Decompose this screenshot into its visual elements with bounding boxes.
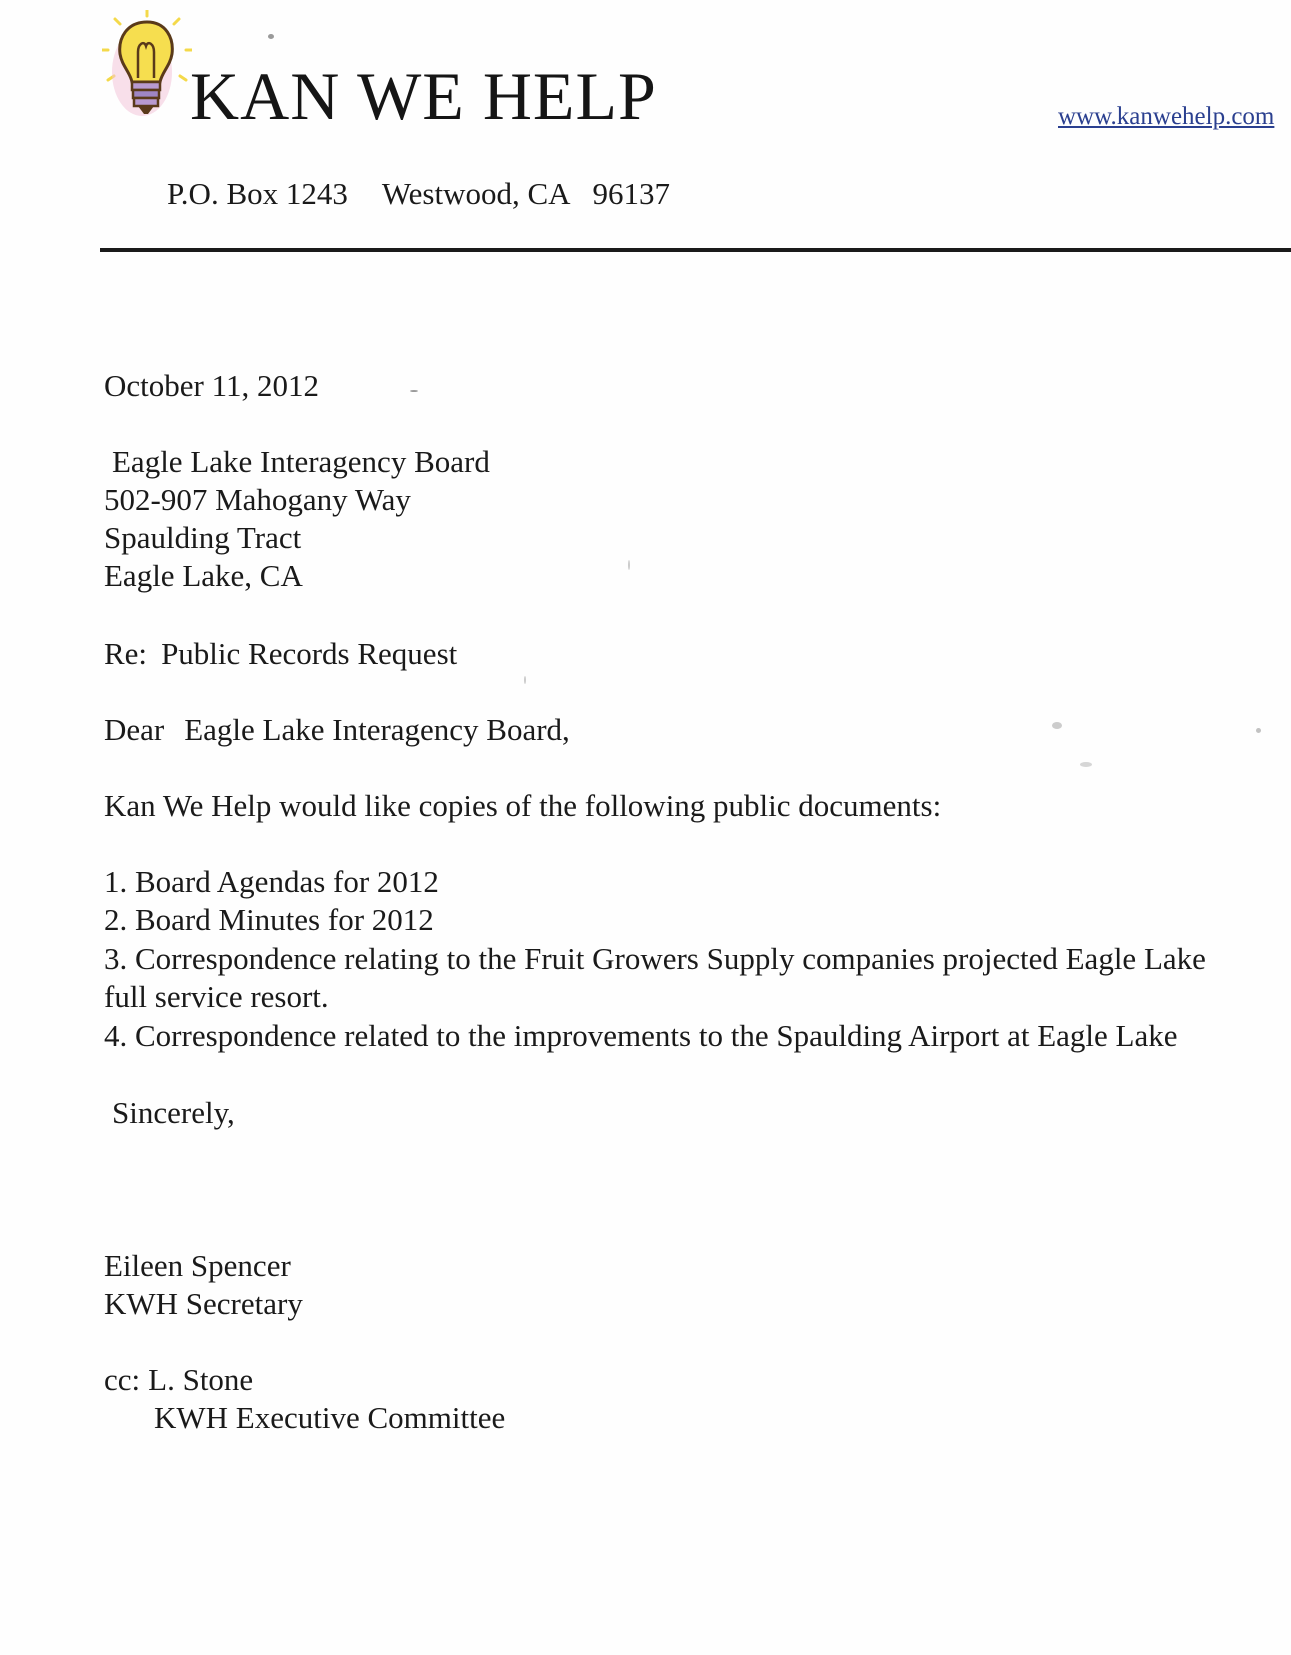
lightbulb-icon	[102, 10, 192, 122]
request-item: 3. Correspondence relating to the Fruit Growers Supply companies projected Eagle Lake	[104, 941, 1206, 976]
recipient-name: Eagle Lake Interagency Board	[112, 444, 490, 479]
scan-speck	[410, 390, 418, 392]
city-state: Westwood, CA	[381, 176, 571, 211]
recipient-area: Spaulding Tract	[104, 520, 302, 555]
subject-label: Re:	[104, 636, 148, 671]
letter-date: October 11, 2012	[104, 368, 319, 403]
zip-code: 96137	[592, 176, 671, 211]
request-item: 4. Correspondence related to the improvements to the Spaulding Airport at Eagle Lake	[104, 1018, 1178, 1053]
cc-name: L. Stone	[148, 1362, 254, 1397]
scan-speck	[1256, 728, 1261, 733]
scan-speck	[1052, 722, 1062, 729]
website-link[interactable]: www.kanwehelp.com	[1058, 103, 1275, 130]
scan-speck	[524, 676, 526, 684]
letterhead-address	[167, 178, 670, 209]
subject-line	[104, 638, 457, 669]
request-item: 1. Board Agendas for 2012	[104, 864, 439, 899]
letterhead-divider	[100, 248, 1291, 252]
closing: Sincerely,	[112, 1095, 235, 1130]
scan-speck	[1080, 762, 1092, 767]
request-item-continued: full service resort.	[104, 979, 329, 1014]
signer-name: Eileen Spencer	[104, 1248, 291, 1283]
recipient-street: 502-907 Mahogany Way	[104, 482, 411, 517]
cc-label: cc:	[104, 1362, 141, 1397]
recipient-city: Eagle Lake, CA	[104, 558, 303, 593]
po-box: P.O. Box 1243	[167, 176, 348, 211]
intro-paragraph: Kan We Help would like copies of the following public documents:	[104, 788, 942, 823]
subject-text: Public Records Request	[161, 636, 458, 671]
cc-committee: KWH Executive Committee	[154, 1400, 506, 1435]
salutation-word: Dear	[104, 712, 165, 747]
salutation	[104, 714, 570, 745]
cc-line	[104, 1364, 253, 1395]
org-name: KAN WE HELP	[190, 58, 657, 134]
scan-speck	[628, 560, 630, 570]
signer-title: KWH Secretary	[104, 1286, 303, 1321]
scan-speck	[268, 34, 274, 39]
request-item: 2. Board Minutes for 2012	[104, 902, 434, 937]
salutation-name: Eagle Lake Interagency Board,	[184, 712, 570, 747]
